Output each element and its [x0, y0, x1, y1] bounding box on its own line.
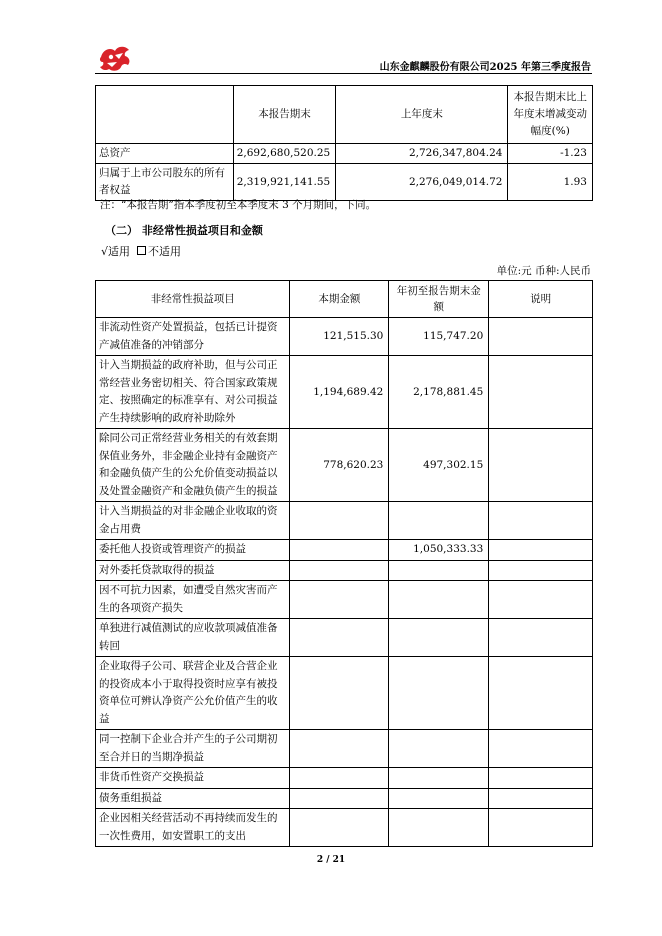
row-current — [290, 540, 389, 561]
table-row — [96, 356, 593, 429]
row-current — [290, 809, 389, 847]
section-title: （二） 非经常性损益项目和金额 — [105, 224, 263, 237]
page-number: 2 / 21 — [316, 855, 346, 865]
header-cell-item — [96, 86, 234, 144]
header-cell-change: 本报告期末比上年度末增减变动幅度(%) — [508, 86, 593, 144]
row-current: 2,692,680,520.25 — [233, 144, 336, 164]
row-note — [489, 581, 593, 619]
unit-label: 单位:元 币种:人民币 — [496, 265, 591, 277]
not-applicable-option: 不适用 — [148, 245, 182, 258]
row-item: 对外委托贷款取得的损益 — [96, 560, 290, 581]
table-row — [96, 164, 593, 201]
header-cell-note: 说明 — [489, 281, 593, 318]
row-prior: 2,726,347,804.24 — [336, 144, 508, 164]
table-row — [96, 619, 593, 657]
document-header-title: 山东金麒麟股份有限公司2025 年第三季度报告 — [379, 62, 591, 73]
balance-summary-table — [95, 85, 593, 201]
row-ytd — [389, 809, 489, 847]
row-ytd — [389, 788, 489, 809]
row-item: 归属于上市公司股东的所有者权益 — [96, 164, 234, 201]
row-ytd — [389, 581, 489, 619]
table-row — [96, 788, 593, 809]
checkbox-icon — [137, 246, 146, 255]
table-row — [96, 429, 593, 502]
company-logo-icon — [97, 43, 133, 73]
row-item: 企业取得子公司、联营企业及合营企业的投资成本小于取得投资时应享有被投资单位可辨认净资产公允价值产生的收益 — [96, 657, 290, 730]
row-item: 企业因相关经营活动不再持续而发生的一次性费用，如安置职工的支出 — [96, 809, 290, 847]
applicable-option: √适用 — [101, 245, 131, 258]
applicability-options — [101, 243, 181, 259]
row-item: 计入当期损益的政府补助，但与公司正常经营业务密切相关、符合国家政策规定、按照确定的标准享有、对公司损益产生持续影响的政府补助除外 — [96, 356, 290, 429]
row-note — [489, 540, 593, 561]
row-current — [290, 657, 389, 730]
row-note — [489, 768, 593, 789]
row-note — [489, 619, 593, 657]
row-item: 计入当期损益的对非金融企业收取的资金占用费 — [96, 502, 290, 540]
table-row — [96, 502, 593, 540]
table-header-row — [96, 86, 593, 144]
row-change: -1.23 — [508, 144, 593, 164]
row-ytd: 2,178,881.45 — [389, 356, 489, 429]
header-cell-item: 非经常性损益项目 — [96, 281, 290, 318]
row-note — [489, 502, 593, 540]
row-current: 1,194,689.42 — [290, 356, 389, 429]
row-note — [489, 788, 593, 809]
row-ytd: 115,747.20 — [389, 318, 489, 356]
row-current — [290, 768, 389, 789]
row-current — [290, 619, 389, 657]
row-item: 单独进行减值测试的应收款项减值准备转回 — [96, 619, 290, 657]
header-cell-current: 本报告期末 — [233, 86, 336, 144]
row-ytd — [389, 730, 489, 768]
row-note — [489, 560, 593, 581]
table-row — [96, 560, 593, 581]
row-item: 非货币性资产交换损益 — [96, 768, 290, 789]
row-current — [290, 502, 389, 540]
table-row — [96, 581, 593, 619]
row-item: 非流动性资产处置损益，包括已计提资产减值准备的冲销部分 — [96, 318, 290, 356]
table-row — [96, 809, 593, 847]
row-item: 债务重组损益 — [96, 788, 290, 809]
row-note — [489, 318, 593, 356]
row-current — [290, 581, 389, 619]
row-prior: 2,276,049,014.72 — [336, 164, 508, 201]
header-cell-prior: 上年度末 — [336, 86, 508, 144]
row-current — [290, 560, 389, 581]
header-cell-ytd: 年初至报告期末金额 — [389, 281, 489, 318]
row-note — [489, 809, 593, 847]
row-current — [290, 730, 389, 768]
table-row — [96, 730, 593, 768]
row-note — [489, 429, 593, 502]
nonrecurring-items-table — [95, 280, 593, 847]
row-current: 2,319,921,141.55 — [233, 164, 336, 201]
row-ytd — [389, 560, 489, 581]
row-note — [489, 356, 593, 429]
table-row — [96, 768, 593, 789]
row-item: 除同公司正常经营业务相关的有效套期保值业务外，非金融企业持有金融资产和金融负债产生的公允价值变动损益以及处置金融资产和金融负债产生的损益 — [96, 429, 290, 502]
row-current — [290, 788, 389, 809]
row-current: 778,620.23 — [290, 429, 389, 502]
table-row — [96, 657, 593, 730]
table-row — [96, 318, 593, 356]
header-divider — [95, 73, 592, 74]
row-item: 委托他人投资或管理资产的损益 — [96, 540, 290, 561]
row-ytd — [389, 619, 489, 657]
header-cell-current: 本期金额 — [290, 281, 389, 318]
table-header-row — [96, 281, 593, 318]
row-change: 1.93 — [508, 164, 593, 201]
row-ytd — [389, 768, 489, 789]
row-item: 因不可抗力因素，如遭受自然灾害而产生的各项资产损失 — [96, 581, 290, 619]
row-ytd — [389, 502, 489, 540]
row-ytd — [389, 657, 489, 730]
row-item: 总资产 — [96, 144, 234, 164]
row-ytd: 1,050,333.33 — [389, 540, 489, 561]
row-note — [489, 730, 593, 768]
row-current: 121,515.30 — [290, 318, 389, 356]
row-ytd: 497,302.15 — [389, 429, 489, 502]
period-note: 注：“本报告期”指本季度初至本季度末 3 个月期间，下同。 — [100, 199, 377, 211]
row-item: 同一控制下企业合并产生的子公司期初至合并日的当期净损益 — [96, 730, 290, 768]
row-note — [489, 657, 593, 730]
table-row — [96, 540, 593, 561]
table-row — [96, 144, 593, 164]
